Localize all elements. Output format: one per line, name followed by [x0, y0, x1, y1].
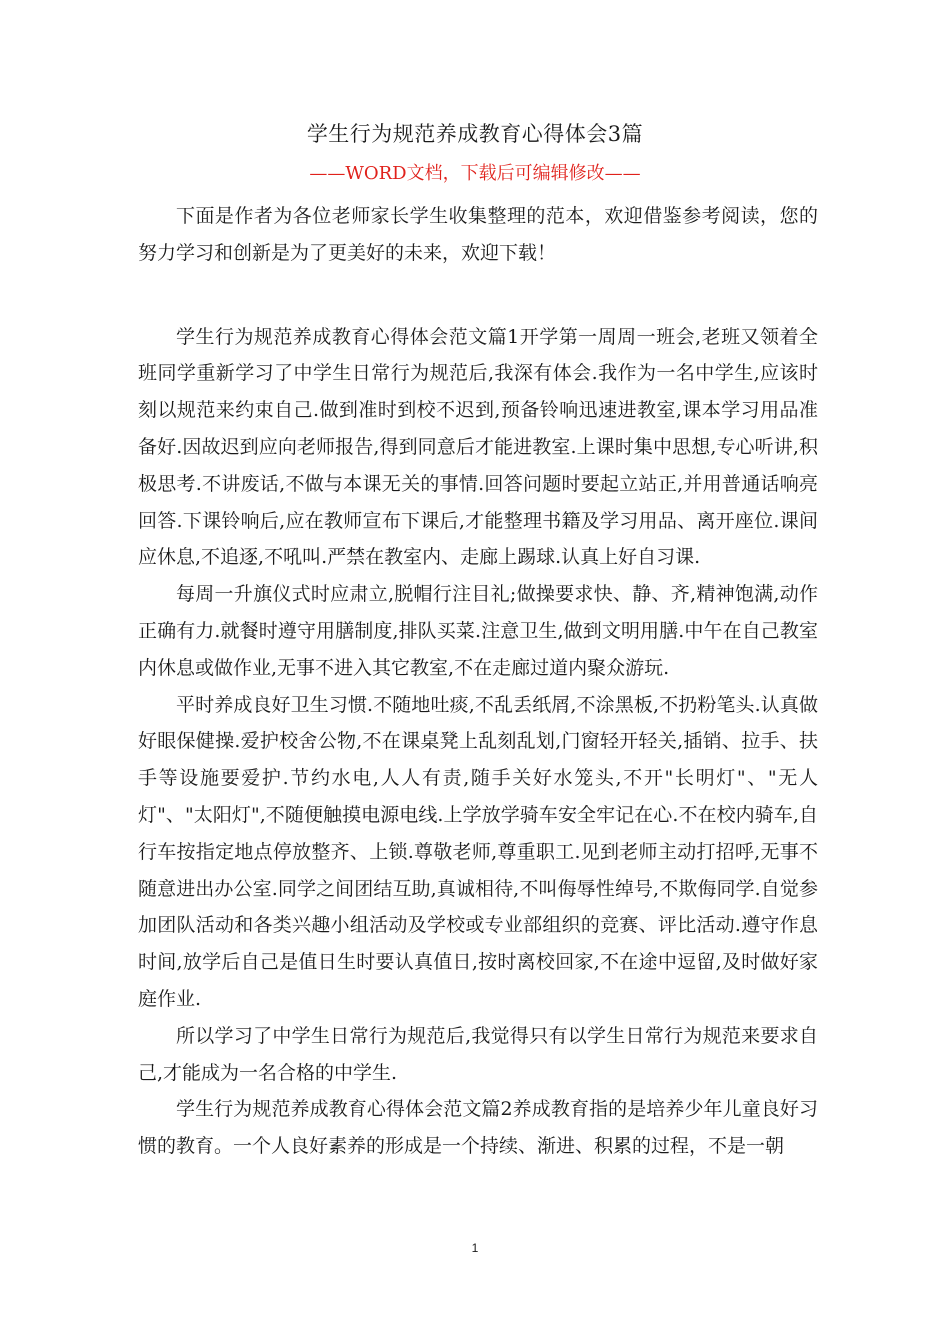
body-paragraph-1: 学生行为规范养成教育心得体会范文篇1开学第一周周一班会,老班又领着全班同学重新学习了中学生日常行为规范后,我深有体会.我作为一名中学生,应该时刻以规范来约束自己.做到准时到校不迟到,预备铃响迅速进教室,课本学习用品准备好.因故迟到应向老师报告,得到同意后才能进教室.上课时集中思想,专心听讲,积极思考.不讲废话,不做与本课无关的事情.回答问题时要起立站正,并用普通话响亮回答.下课铃响后,应在教师宣布下课后,才能整理书籍及学习用品、离开座位.课间应休息,不追逐,不吼叫.严禁在教室内、走廊上踢球.认真上好自习课. [138, 325, 818, 569]
blank-line [138, 272, 818, 319]
body-paragraph-2: 每周一升旗仪式时应肃立,脱帽行注目礼;做操要求快、静、齐,精神饱满,动作正确有力.就餐时遵守用膳制度,排队买菜.注意卫生,做到文明用膳.中午在自己教室内休息或做作业,无事不进入其它教室,不在走廊过道内聚众游玩. [138, 583, 818, 679]
document-body [138, 198, 818, 1165]
document-title: 学生行为规范养成教育心得体会3篇 [306, 122, 644, 146]
document-subtitle: ——WORD文档，下载后可编辑修改—— [309, 163, 641, 184]
body-paragraph-5: 学生行为规范养成教育心得体会范文篇2养成教育指的是培养少年儿童良好习惯的教育。一个人良好素养的形成是一个持续、渐进、积累的过程，不是一朝 [138, 1098, 818, 1158]
page-number: 1 [471, 1241, 479, 1255]
body-paragraph-3: 平时养成良好卫生习惯.不随地吐痰,不乱丢纸屑,不涂黑板,不扔粉笔头.认真做好眼保健操.爱护校舍公物,不在课桌凳上乱刻乱划,门窗轻开轻关,插销、拉手、扶手等设施要爱护.节约水电,人人有责,随手关好水笼头,不开"长明灯"、"无人灯"、"太阳灯",不随便触摸电源电线.上学放学骑车安全牢记在心.不在校内骑车,自行车按指定地点停放整齐、上锁.尊敬老师,尊重职工.见到老师主动打招呼,无事不随意进出办公室.同学之间团结互助,真诚相待,不叫侮辱性绰号,不欺侮同学.自觉参加团队活动和各类兴趣小组活动及学校或专业部组织的竞赛、评比活动.遵守作息时间,放学后自己是值日生时要认真值日,按时离校回家,不在途中逗留,及时做好家庭作业. [138, 693, 818, 1010]
body-paragraph-4: 所以学习了中学生日常行为规范后,我觉得只有以学生日常行为规范来要求自己,才能成为一名合格的中学生. [138, 1024, 818, 1084]
intro-paragraph: 下面是作者为各位老师家长学生收集整理的范本，欢迎借鉴参考阅读，您的努力学习和创新是为了更美好的未来，欢迎下载！ [138, 205, 818, 264]
